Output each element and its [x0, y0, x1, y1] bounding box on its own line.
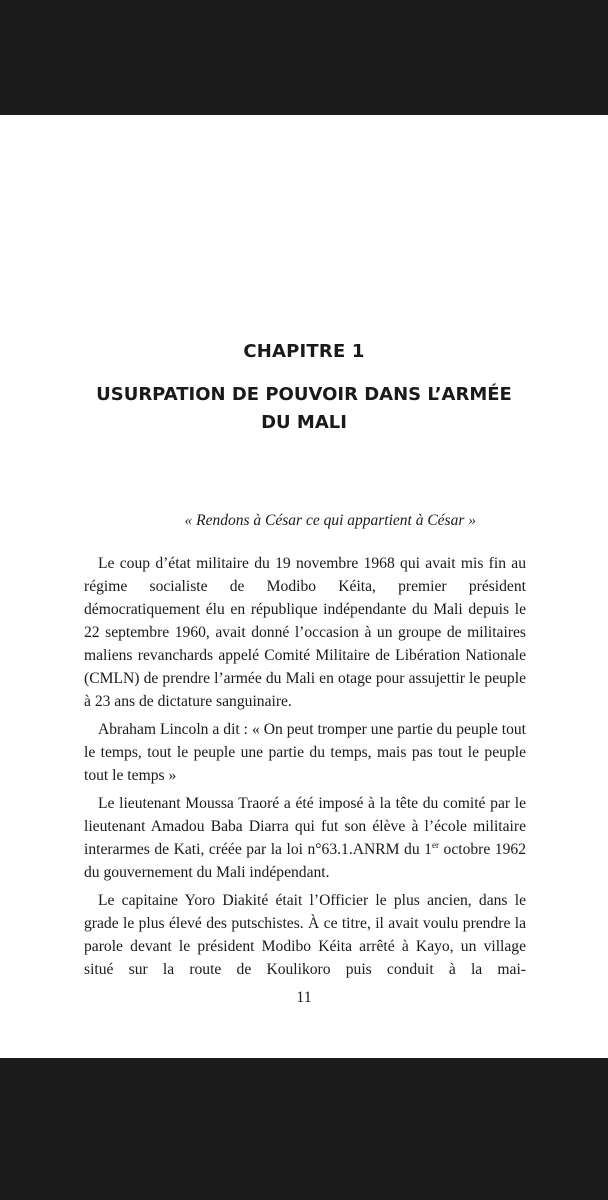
top-black-bar	[0, 0, 608, 115]
paragraph-3-end: octobre 1962 du gouvernement du Mali indépendant.	[84, 841, 526, 881]
paragraph-3-main: Le lieutenant Moussa Traoré a été imposé à la tête du comité par le lieutenant Amadou Baba Diarra qui fut son élève à l’école militaire interarmes de Kati, créée par la loi n°63.1.ANRM du 1	[84, 795, 526, 858]
paragraph-3	[84, 792, 526, 884]
body-text	[84, 552, 526, 986]
book-page	[0, 115, 608, 1058]
epigraph: « Rendons à César ce qui appartient à César »	[184, 512, 476, 529]
chapter-title-line1: USURPATION DE POUVOIR DANS L’ARMÉE	[96, 384, 512, 405]
ordinal-superscript: er	[431, 840, 439, 850]
chapter-label: CHAPITRE 1	[243, 341, 365, 362]
paragraph-1: Le coup d’état militaire du 19 novembre 1968 qui avait mis fin au régime socialiste de Modibo Kéita, premier président démocratiquement élu en république indépendante du Mali depuis le 22 septembre 1960, avait donné l’occasion à un groupe de militaires maliens revanchards appelé Comité Militaire de Libération Nationale (CMLN) de prendre l’armée du Mali en otage pour assujettir le peuple à 23 ans de dictature sanguinaire.	[84, 555, 526, 710]
paragraph-4: Le capitaine Yoro Diakité était l’Officier le plus ancien, dans le grade le plus élevé des putschistes. À ce titre, il avait voulu prendre la parole devant le président Modibo Kéita arrêté à Kayo, un village situé sur la route de Koulikoro puis conduit à la mai-	[84, 892, 526, 978]
chapter-title-line2: DU MALI	[261, 412, 347, 433]
paragraph-2: Abraham Lincoln a dit : « On peut tromper une partie du peuple tout le temps, tout le peuple une partie du temps, mais pas tout le peuple tout le temps »	[84, 721, 526, 784]
bottom-black-bar	[0, 1058, 608, 1200]
chapter-title	[60, 381, 548, 437]
page-number: 11	[296, 989, 312, 1006]
